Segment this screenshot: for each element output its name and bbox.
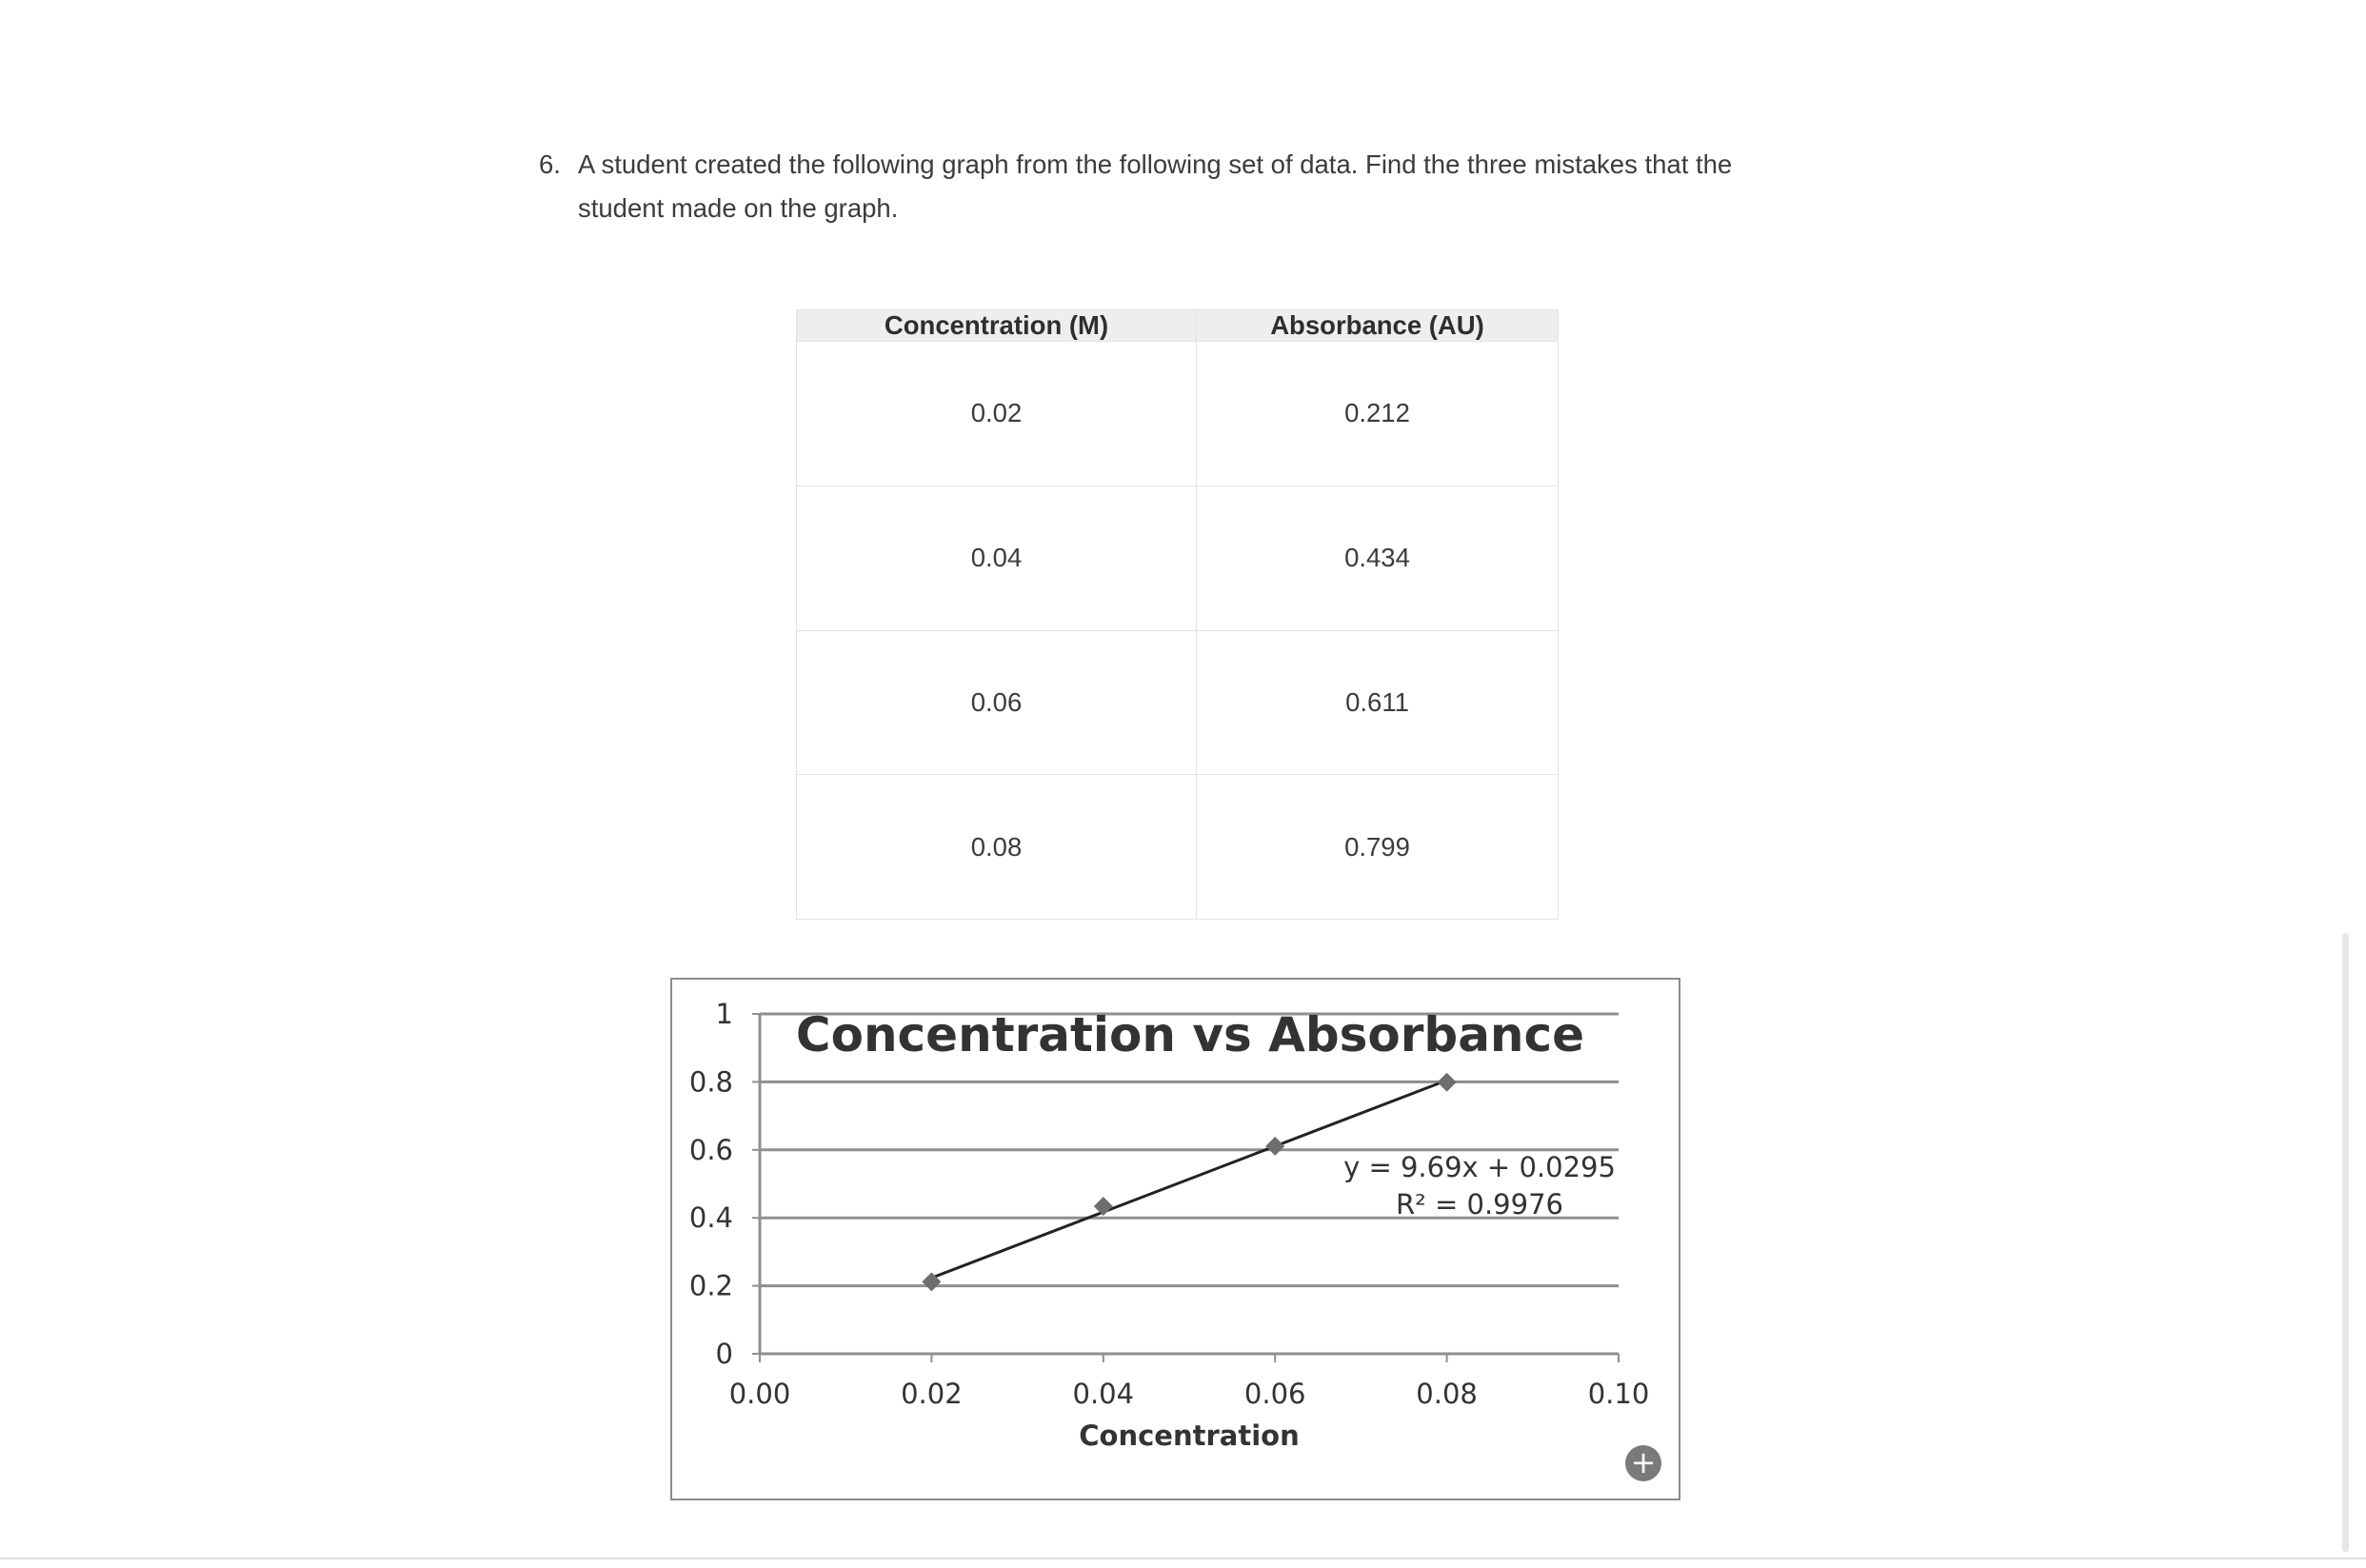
table-row (797, 775, 1559, 920)
table-row (797, 342, 1559, 486)
table-cell: 0.04 (797, 486, 1197, 630)
table-row (797, 630, 1559, 775)
x-tick-label: 0.00 (728, 1378, 791, 1410)
chart (670, 978, 1680, 1500)
plus-icon[interactable]: + (1625, 1445, 1661, 1481)
table-header-row (797, 310, 1559, 342)
divider (0, 1558, 2366, 1559)
x-tick-label: 0.04 (1072, 1378, 1135, 1410)
table-cell: 0.611 (1197, 630, 1559, 775)
data-table (796, 309, 1559, 920)
table-cell: 0.02 (797, 342, 1197, 486)
data-point (1438, 1073, 1457, 1092)
table-cell: 0.434 (1197, 486, 1559, 630)
table-row (797, 486, 1559, 630)
question-text: A student created the following graph from the following set of data. Find the three mistakes that the student made on the graph. (578, 149, 1733, 223)
y-tick-label: 0.2 (688, 1269, 733, 1302)
chart-svg (672, 980, 1679, 1499)
r-squared-label: R² = 0.9976 (1396, 1188, 1563, 1221)
x-tick-label: 0.02 (901, 1378, 963, 1410)
data-point (1265, 1137, 1284, 1156)
x-axis-label: Concentration (1079, 1419, 1300, 1452)
scrollbar[interactable] (2342, 933, 2349, 1552)
data-point (1094, 1197, 1113, 1216)
chart-title: Concentration vs Absorbance (795, 1007, 1585, 1062)
table-cell: 0.212 (1197, 342, 1559, 486)
table-cell: 0.08 (797, 775, 1197, 920)
x-tick-label: 0.08 (1416, 1378, 1478, 1410)
trendline-equation: y = 9.69x + 0.0295 (1343, 1151, 1616, 1183)
column-header-absorbance: Absorbance (AU) (1197, 310, 1559, 342)
y-tick-label: 1 (715, 998, 733, 1030)
y-tick-label: 0.4 (688, 1201, 733, 1235)
y-tick-label: 0 (715, 1338, 733, 1370)
table-cell: 0.799 (1197, 775, 1559, 920)
column-header-concentration: Concentration (M) (797, 310, 1197, 342)
question-number: 6. (539, 149, 561, 179)
y-tick-label: 0.8 (688, 1065, 733, 1099)
y-tick-label: 0.6 (688, 1133, 733, 1166)
table-cell: 0.06 (797, 630, 1197, 775)
x-tick-label: 0.10 (1587, 1378, 1650, 1410)
x-tick-label: 0.06 (1243, 1378, 1306, 1410)
